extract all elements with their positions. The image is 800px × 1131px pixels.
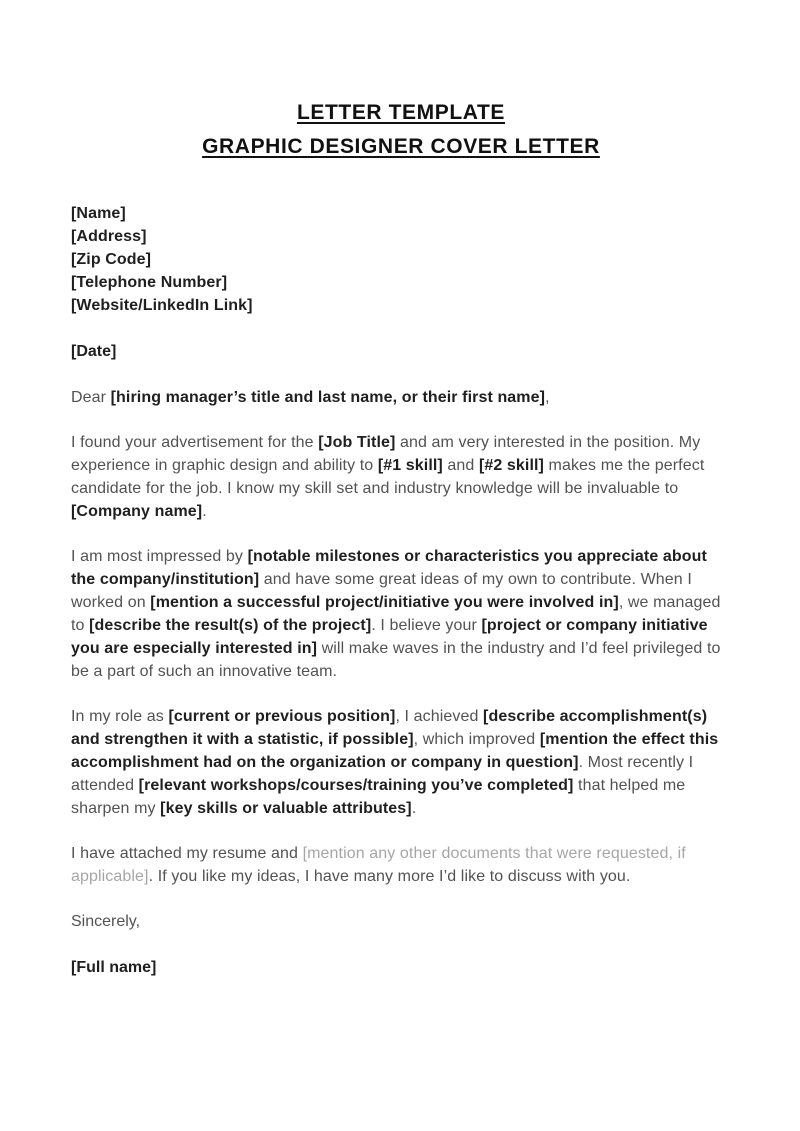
placeholder-bold: [project or company initiative you are especially interested in] — [71, 617, 708, 657]
text-run: makes me the perfect candidate for the job. I know my skill set and industry knowledge will be invaluable to — [71, 457, 705, 497]
placeholder-bold: [mention the effect this accomplishment had on the organization or company in question] — [71, 731, 719, 771]
text-run: . Most recently I attended — [71, 754, 694, 794]
body-paragraph — [71, 705, 731, 820]
placeholder-bold: [mention a successful project/initiative you were involved in] — [150, 594, 619, 611]
title-line-1: LETTER TEMPLATE — [296, 101, 506, 124]
contact-line-placeholder: [Telephone Number] — [71, 274, 228, 291]
placeholder-bold: [current or previous position] — [168, 708, 396, 725]
text-run: that helped me sharpen my — [71, 777, 686, 817]
text-run: and am very interested in the position. My experience in graphic design and ability to — [71, 434, 701, 474]
text-run: I found your advertisement for the — [71, 434, 319, 451]
letter-body — [71, 431, 731, 888]
text-run: , — [545, 389, 550, 406]
placeholder-bold: [hiring manager’s title and last name, or their first name] — [110, 389, 546, 406]
text-run: . If you like my ideas, I have many more I’d like to discuss with you. — [148, 868, 631, 885]
text-run: , which improved — [413, 731, 540, 748]
text-run: and have some great ideas of my own to contribute. When I worked on — [71, 571, 692, 611]
text-run: . I believe your — [371, 617, 482, 634]
closing: Sincerely, — [71, 913, 141, 930]
text-run: will make waves in the industry and I’d feel privileged to be a part of such an innovative team. — [71, 640, 721, 680]
date-placeholder: [Date] — [71, 343, 117, 360]
text-run: , I achieved — [395, 708, 484, 725]
placeholder-bold: [describe accomplishment(s) and strengthen it with a statistic, if possible] — [71, 708, 708, 748]
title-line-2: GRAPHIC DESIGNER COVER LETTER — [202, 135, 600, 158]
text-run: In my role as — [71, 708, 169, 725]
contact-block — [71, 202, 731, 317]
placeholder-bold: [notable milestones or characteristics you appreciate about the company/institution] — [71, 548, 707, 588]
contact-line-placeholder: [Name] — [71, 205, 126, 222]
salutation — [71, 386, 731, 409]
text-run: Dear — [71, 389, 111, 406]
body-paragraph — [71, 431, 731, 523]
placeholder-bold: [Company name] — [71, 503, 203, 520]
text-run: and — [442, 457, 479, 474]
text-run: , we managed to — [71, 594, 721, 634]
document-title — [71, 96, 731, 164]
placeholder-muted: [mention any other documents that were requested, if applicable] — [71, 845, 686, 885]
text-run: I am most impressed by — [71, 548, 248, 565]
text-run: I have attached my resume and — [71, 845, 303, 862]
contact-line-placeholder: [Zip Code] — [71, 251, 152, 268]
contact-line-placeholder: [Address] — [71, 228, 147, 245]
placeholder-bold: [describe the result(s) of the project] — [89, 617, 372, 634]
placeholder-bold: [Job Title] — [318, 434, 396, 451]
body-paragraph — [71, 842, 731, 888]
body-paragraph — [71, 545, 731, 683]
contact-line-placeholder: [Website/LinkedIn Link] — [71, 297, 253, 314]
signature-placeholder: [Full name] — [71, 959, 157, 976]
placeholder-bold: [relevant workshops/courses/training you’ve completed] — [138, 777, 574, 794]
placeholder-bold: [#1 skill] — [377, 457, 443, 474]
placeholder-bold: [#2 skill] — [478, 457, 544, 474]
text-run: . — [411, 800, 417, 817]
placeholder-bold: [key skills or valuable attributes] — [160, 800, 412, 817]
text-run: . — [202, 503, 207, 520]
